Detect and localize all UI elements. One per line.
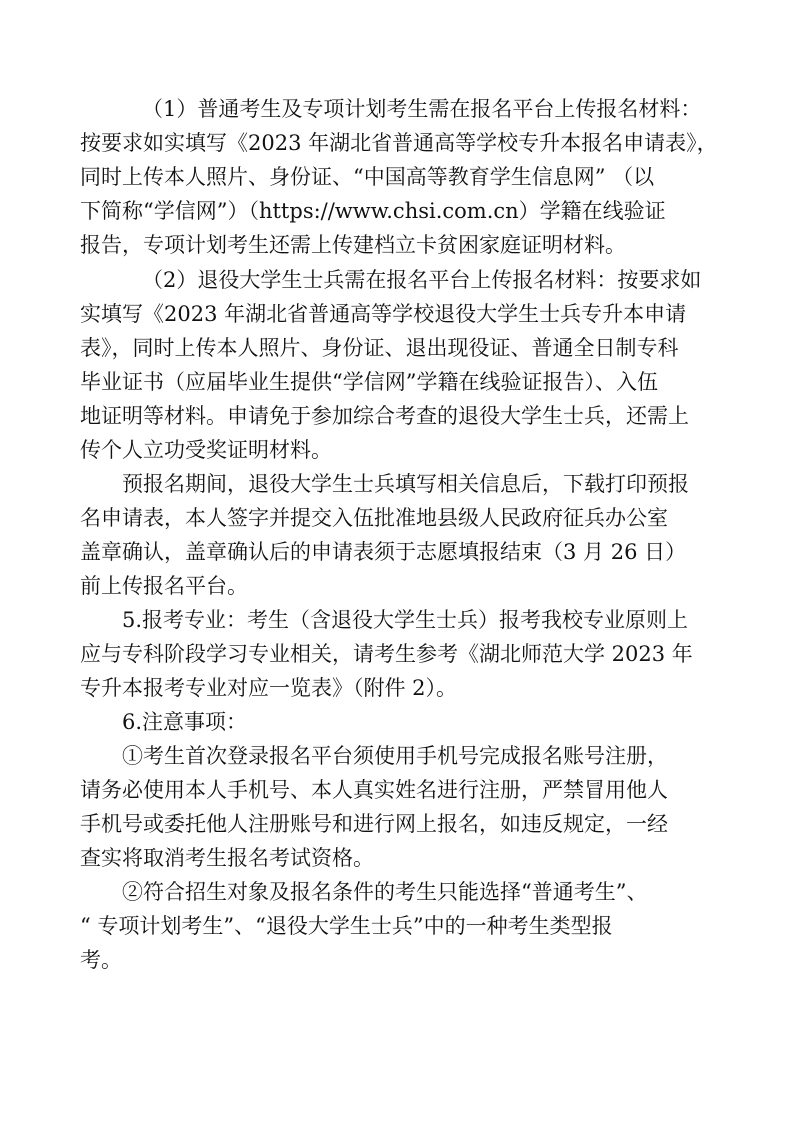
paragraph-1-line-1: （1）普通考生及专项计划考生需在报名平台上传报名材料：: [142, 97, 702, 121]
paragraph-3-line-3: 盖章确认，盖章确认后的申请表须于志愿填报结束（3 月 26 日）: [80, 540, 687, 564]
paragraph-1-line-3: 同时上传本人照片、身份证、“中国高等教育学生信息网” （以: [80, 165, 655, 189]
paragraph-6b-line-3: 考。: [80, 948, 122, 972]
paragraph-3-line-4: 前上传报名平台。: [80, 574, 248, 598]
paragraph-6a-line-2: 请务必使用本人手机号、本人真实姓名进行注册，严禁冒用他人: [80, 778, 668, 802]
paragraph-3-line-1: 预报名期间，退役大学生士兵填写相关信息后，下载打印预报: [122, 472, 689, 496]
paragraph-6b-line-2: “ 专项计划考生”、“退役大学生士兵”中的一种考生类型报: [80, 914, 613, 938]
paragraph-2-line-6: 传个人立功受奖证明材料。: [80, 438, 332, 462]
paragraph-1-line-5: 报告，专项计划考生还需上传建档立卡贫困家庭证明材料。: [80, 233, 626, 257]
paragraph-2-line-2: 实填写《2023 年湖北省普通高等学校退役大学生士兵专升本申请: [80, 302, 687, 326]
section-6-heading: 6.注意事项：: [122, 710, 248, 734]
paragraph-6a-line-1: ①考生首次登录报名平台须使用手机号完成报名账号注册，: [122, 744, 668, 768]
paragraph-4-line-1: 5.报考专业：考生（含退役大学生士兵）报考我校专业原则上: [122, 608, 689, 632]
paragraph-2-line-3: 表》，同时上传本人照片、身份证、退出现役证、普通全日制专科: [80, 336, 679, 360]
paragraph-2-line-4: 毕业证书（应届毕业生提供“学信网”学籍在线验证报告）、入伍: [80, 370, 658, 394]
paragraph-6a-line-3: 手机号或委托他人注册账号和进行网上报名，如违反规定，一经: [80, 812, 668, 836]
paragraph-6b-line-1: ②符合招生对象及报名条件的考生只能选择“普通考生”、: [122, 880, 648, 904]
paragraph-3-line-2: 名申请表，本人签字并提交入伍批准地县级人民政府征兵办公室: [80, 506, 668, 530]
paragraph-2-line-5: 地证明等材料。申请免于参加综合考查的退役大学生士兵，还需上: [80, 404, 689, 428]
paragraph-1-line-4: 下简称“学信网”）（https://www.chsi.com.cn）学籍在线验证: [80, 199, 666, 223]
paragraph-2-line-1: （2）退役大学生士兵需在报名平台上传报名材料：按要求如: [142, 268, 702, 292]
paragraph-6a-line-4: 查实将取消考生报名考试资格。: [80, 846, 374, 870]
paragraph-4-line-3: 专升本报考专业对应一览表》（附件 2）。: [80, 676, 458, 700]
paragraph-1-line-2: 按要求如实填写《2023 年湖北省普通高等学校专升本报名申请表》，: [80, 131, 718, 155]
paragraph-4-line-2: 应与专科阶段学习专业相关，请考生参考《湖北师范大学 2023 年: [80, 642, 693, 666]
